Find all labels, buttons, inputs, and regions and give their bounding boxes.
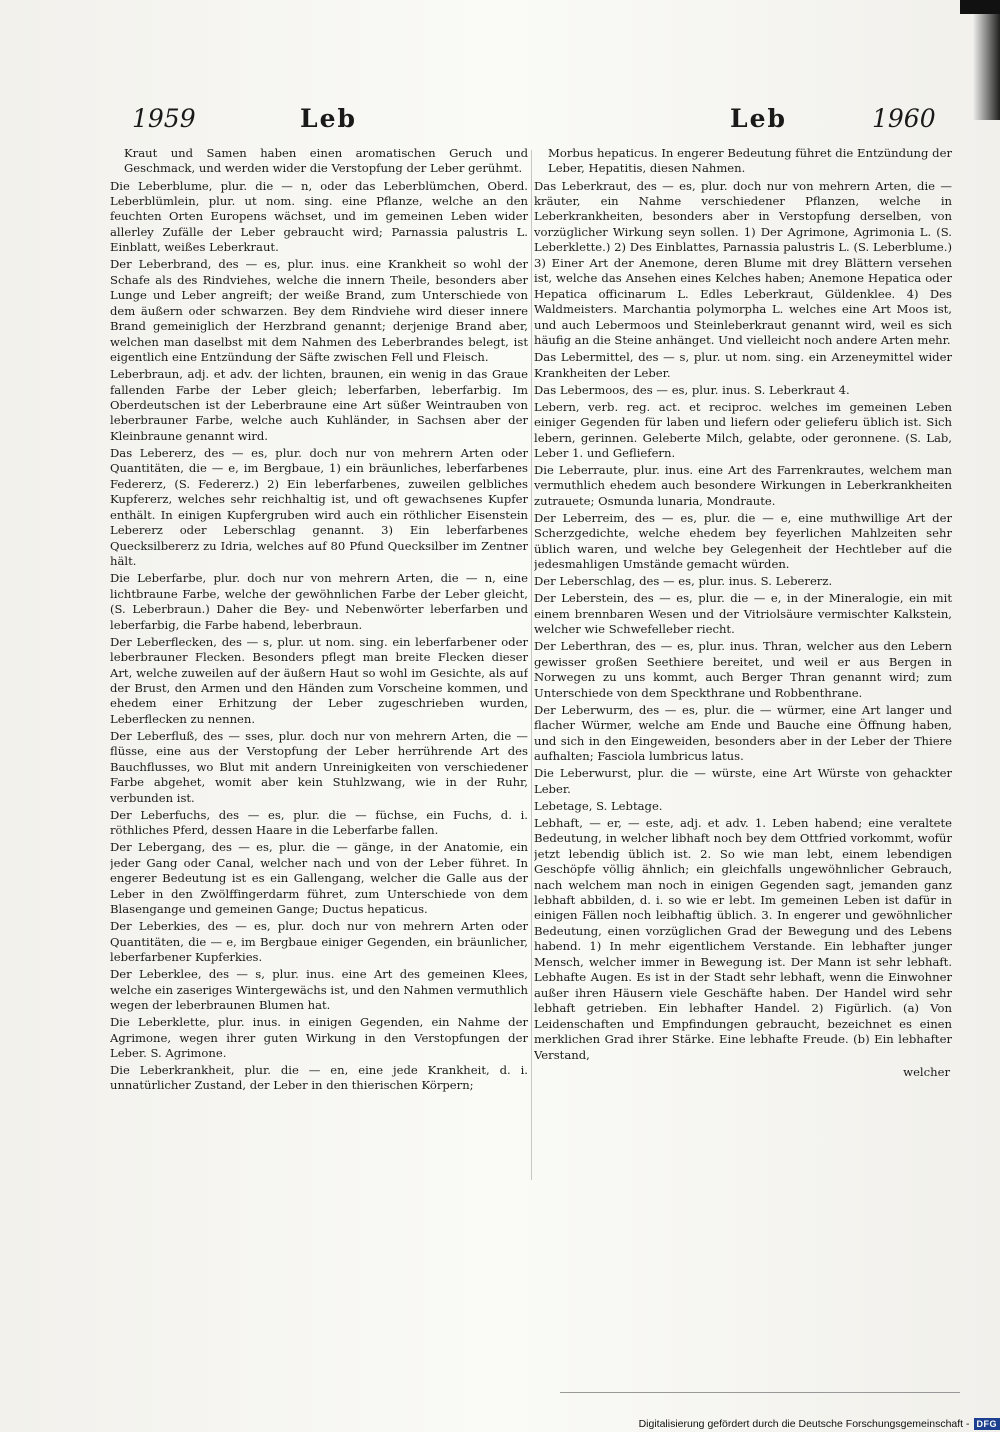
running-head-right: Leb xyxy=(730,104,787,133)
dictionary-entry: Der Leberwurm, des — es, plur. die — würmer, eine Art langer und flacher Würmer, welche am Ende und Bauche eine Öffnung haben, und sich in den Eingeweiden, besonders aber in der Leber der Thiere aufhalten; Fasciola lumbricus latus. xyxy=(534,702,952,764)
dictionary-entry: Der Leberschlag, des — es, plur. inus. S. Lebererz. xyxy=(534,574,833,589)
dictionary-entry: Der Leberklee, des — s, plur. inus. eine Art des gemeinen Klees, welche ein zaseriges Wintergewächs ist, und den Nahmen vermuthlich wegen der leberbraunen Blumen hat. xyxy=(110,967,528,1012)
dictionary-entry: Kraut und Samen haben einen aromatischen Geruch und Geschmack, und werden wider die Verstopfung der Leber gerühmt. xyxy=(124,146,528,176)
dictionary-entry: Die Leberklette, plur. inus. in einigen Gegenden, ein Nahme der Agrimone, wegen ihrer guten Wirkung in den Verstopfungen der Leber. S. Agrimone. xyxy=(110,1015,528,1060)
dictionary-entry: Der Lebergang, des — es, plur. die — gänge, in der Anatomie, ein jeder Gang oder Canal, welcher nach und von der Leber führet. In engerer Bedeutung ist es ein Gallengang, welcher die Galle aus der Leber in den Zwölffingerdarm führet, zum Unterschiede von dem Blasengange und gemeinen Gange; Ductus hepaticus. xyxy=(110,840,528,917)
dictionary-entry: Der Leberthran, des — es, plur. inus. Thran, welcher aus den Lebern gewisser großen Seethiere bereitet, und weil er aus Bergen in Norwegen zu uns kommt, auch Berger Thran genannt wird; zum Unterschiede von dem Speckthrane und Robbenthrane. xyxy=(534,639,952,700)
catchword: welcher xyxy=(903,1064,950,1079)
dictionary-entry: Das Leberkraut, des — es, plur. doch nur von mehrern Arten, die — kräuter, ein Nahme verschiedener Pflanzen, welche in Leberkrankheiten, besonders aber in Verstopfung derselben, von vorzüglicher Wirkung seyn sollen. 1) Der Agrimone, Agrimonia L. (S. Leberklette.) 2) Des Einblattes, Parnassia palustris L. (S. Leberblume.) 3) Einer Art der Anemone, deren Blume mit drey Blättern versehen ist, welche das Ansehen eines Kelches haben; Anemone Hepatica oder Hepatica officinarum L. Edles Leberkraut, Güldenklee. 4) Des Waldmeisters. Marchantia polymorpha L. welches eine Art Moos ist, und auch Lebermoos und Steinleberkraut genannt wird, weil es sich häufig an die Steine anhänget. Und vielleicht noch andere Arten mehr. xyxy=(534,178,952,348)
dictionary-entry: Die Leberwurst, plur. die — würste, eine Art Würste von gehackter Leber. xyxy=(534,766,952,796)
page-number-left: 1959 xyxy=(132,104,196,133)
page-header xyxy=(0,104,1000,144)
dictionary-entry: Die Leberfarbe, plur. doch nur von mehrern Arten, die — n, eine lichtbraune Farbe, welche der gewöhnlichen Farbe der Leber gleicht, (S. Leberbraun.) Daher die Bey- und Nebenwörter leberfarben und leberfarbig, die Farbe habend, leberbraun. xyxy=(110,571,528,632)
dictionary-entry: Lebern, verb. reg. act. et reciproc. welches im gemeinen Leben einiger Gegenden für laben und liefern oder gelieferu üblich ist. Sich lebern, gerinnen. Geleberte Milch, gelabte, oder geronnene. (S. Lab, Leber 1. und Gefliefern. xyxy=(534,399,952,460)
footer-rule xyxy=(560,1392,960,1393)
dictionary-entry: Die Leberkrankheit, plur. die — en, eine jede Krankheit, d. i. unnatürlicher Zustand, der Leber in den thierischen Körpern; xyxy=(110,1063,528,1093)
dictionary-entry: Das Lebererz, des — es, plur. doch nur von mehrern Arten oder Quantitäten, die — e, im Bergbaue, 1) ein bräunliches, leberfarbenes Federerz, (S. Federerz.) 2) Ein leberfarbenes, zuweilen gelbliches Kupfererz, welches sehr reichhaltig ist, und oft gewachsenes Kupfer enthält. In einigen Kupfergruben wird auch ein röthlicher Eisenstein Lebererz oder Leberschlag genannt. 3) Ein leberfarbenes Quecksilbererz zu Idria, welches auf 80 Pfund Quecksilber im Zentner hält. xyxy=(110,445,528,569)
dictionary-entry: Die Leberblume, plur. die — n, oder das Leberblümchen, Oberd. Leberblümlein, plur. ut nom. sing. eine Pflanze, welche an den feuchten Orten Europens wächset, und im gemeinen Leben wider allerley Zufälle der Leber gebraucht wird; Parnassia palustris L. Einblatt, weißes Leberkraut. xyxy=(110,178,528,255)
dictionary-entry: Der Leberreim, des — es, plur. die — e, eine muthwillige Art der Scherzgedichte, welche ehedem bey feyerlichen Mahlzeiten sehr üblich waren, und welche bey Gelegenheit der Hechtleber auf die jedesmahligen Umstände gemacht würden. xyxy=(534,510,952,572)
page-number-right: 1960 xyxy=(872,104,936,133)
dictionary-entry: Die Leberraute, plur. inus. eine Art des Farrenkrautes, welchem man vermuthlich ehedem auch besondere Wirkungen in Leberkrankheiten zutrauete; Osmunda lunaria, Mondraute. xyxy=(534,463,952,508)
dictionary-entry: Leberbraun, adj. et adv. der lichten, braunen, ein wenig in das Graue fallenden Farbe der Leber gleich; leberfarben, leberfarbig. Im Oberdeutschen ist der Leberbraune eine Art süßer Weintrauben von leberbrauner Farbe, welche auch Kuhländer, in Sachsen aber der Kleinbraune genannt wird. xyxy=(110,367,528,443)
dictionary-entry: Der Leberstein, des — es, plur. die — e, in der Mineralogie, ein mit einem brennbaren Wesen und der Vitriolsäure vermischter Kalkstein, welcher wie Schwefelleber riecht. xyxy=(534,591,952,637)
dictionary-entry: Der Leberbrand, des — es, plur. inus. eine Krankheit so wohl der Schafe als des Rindviehes, welche die innern Theile, besonders aber Lunge und Leber angreift; der weiße Brand, zum Unterschiede von dem äußern oder schwarzen. Bey dem Rindviehe wird dieser innere Brand gemeiniglich der Herzbrand genannt; derjenige Brand aber, welchen man daselbst mit dem Nahmen des Leberbrandes belegt, ist eigentlich eine Entzündung der Säfte zwischen Fell und Fleisch. xyxy=(110,257,528,365)
funding-notice: Digitalisierung gefördert durch die Deutsche Forschungsgemeinschaft - xyxy=(638,1418,970,1430)
running-head-left: Leb xyxy=(300,104,357,133)
column-gutter xyxy=(531,150,532,1180)
dictionary-entry: Lebetage, S. Lebtage. xyxy=(534,798,663,813)
left-column xyxy=(110,146,528,1206)
dictionary-entry: Der Leberfluß, des — sses, plur. doch nur von mehrern Arten, die — flüsse, eine aus der Verstopfung der Leber herrührende Art des Bauchflusses, wo Blut mit andern Unreinigkeiten von verschiedener Farbe abgehet, womit aber kein Stuhlzwang, wie in der Ruhr, verbunden ist. xyxy=(110,728,528,805)
dictionary-entry: Das Lebermoos, des — es, plur. inus. S. Leberkraut 4. xyxy=(534,382,850,397)
dictionary-entry: Morbus hepaticus. In engerer Bedeutung führet die Entzündung der Leber, Hepatitis, diesen Nahmen. xyxy=(548,146,952,176)
dictionary-entry: Das Lebermittel, des — s, plur. ut nom. sing. ein Arzeneymittel wider Krankheiten der Leber. xyxy=(534,350,952,380)
dictionary-entry: Der Leberkies, des — es, plur. doch nur von mehrern Arten oder Quantitäten, die — e, im Bergbaue einiger Gegenden, ein bräunlicher, leberfarbener Kupferkies. xyxy=(110,919,528,965)
dictionary-entry: Der Leberfuchs, des — es, plur. die — füchse, ein Fuchs, d. i. röthliches Pferd, dessen Haare in die Leberfarbe fallen. xyxy=(110,807,528,838)
right-column xyxy=(534,146,952,1188)
dfg-logo: DFG xyxy=(974,1418,1000,1430)
footer xyxy=(600,1416,1000,1432)
scan-edge-shadow xyxy=(972,0,1000,120)
scan-corner-mark xyxy=(960,0,1000,14)
dictionary-entry: Der Leberflecken, des — s, plur. ut nom. sing. ein leberfarbener oder leberbrauner Flecken. Besonders pflegt man breite Flecken dieser Art, welche zuweilen auf der äußern Haut so wohl im Gesichte, als auf der Brust, den Armen und den Händen zum Vorscheine kommen, und ehedem einer Erhitzung der Leber zugeschrieben wurden, Leberflecken zu nennen. xyxy=(110,634,528,726)
dictionary-entry: Lebhaft, — er, — este, adj. et adv. 1. Leben habend; eine veraltete Bedeutung, in welcher libhaft noch bey dem Ottfried vorkommt, wofür jetzt lebendig üblich ist. 2. So wie man lebt, einem lebendigen Geschöpfe völlig ähnlich; ein gleichfalls ungewöhnlicher Gebrauch, nach welchem man noch in einigen Gegenden sagt, jemanden ganz lebhaft abbilden, d. i. so wie er lebt. Im gemeinen Leben ist dafür in einigen Fällen noch leibhaftig üblich. 3. In engerer und gewöhnlicher Bedeutung, einen vorzüglichen Grad der Bewegung und des Lebens habend. 1) In mehr eigentlichem Verstande. Ein lebhafter junger Mensch, welcher immer in Bewegung ist. Der Mann ist sehr lebhaft. Lebhafte Augen. Es ist in der Stadt sehr lebhaft, wenn die Einwohner außer ihren Häusern viele Geschäfte haben. Der Handel wird sehr lebhaft getrieben. Ein lebhafter Handel. 2) Figürlich. (a) Von Leidenschaften und Empfindungen gebraucht, bezeichnet es einen merklichen Grad ihrer Stärke. Eine lebhafte Freude. (b) Ein lebhafter Verstand, xyxy=(534,815,952,1062)
